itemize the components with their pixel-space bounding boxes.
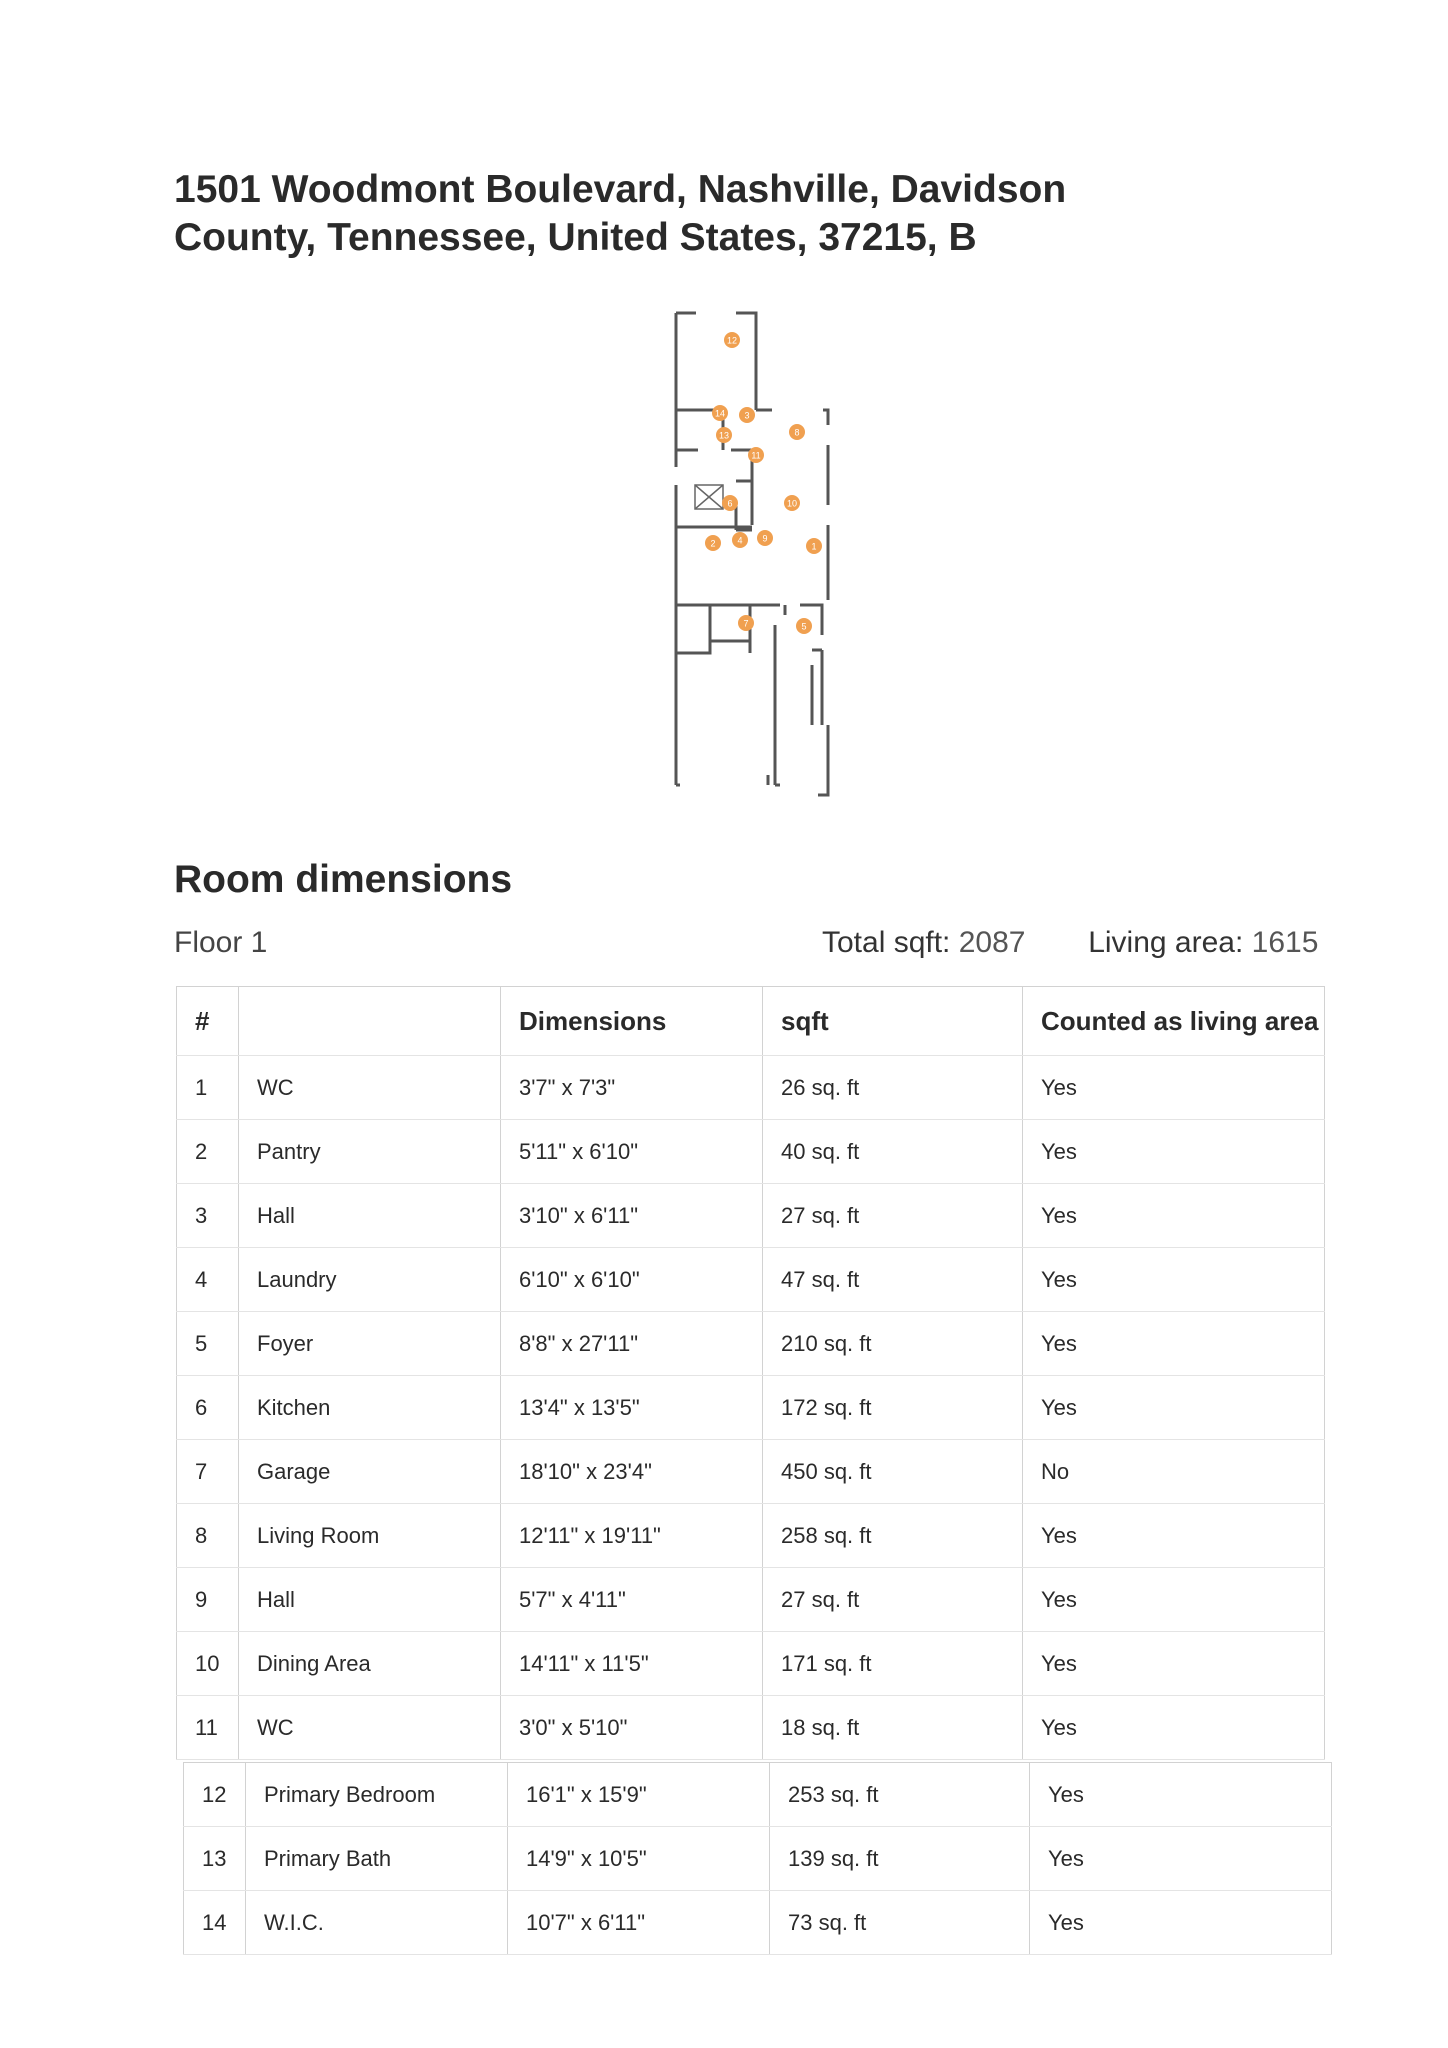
cell-num: 13 — [184, 1827, 246, 1891]
room-dimensions-table-continued — [183, 1762, 1332, 1955]
living-area-label: Living area: — [1088, 926, 1244, 959]
room-marker — [732, 532, 748, 548]
floor-label: Floor 1 — [174, 926, 268, 959]
cell-sqft: 450 sq. ft — [763, 1440, 1023, 1504]
cell-sqft: 210 sq. ft — [763, 1312, 1023, 1376]
page-title-line2: County, Tennessee, United States, 37215, B — [174, 216, 977, 259]
table-row — [177, 1248, 1325, 1312]
cell-name: Hall — [239, 1184, 501, 1248]
room-marker — [712, 405, 728, 421]
table-row — [177, 1696, 1325, 1760]
cell-sqft: 27 sq. ft — [763, 1568, 1023, 1632]
stairs-icon — [695, 485, 723, 509]
total-sqft-value: 2087 — [958, 926, 1026, 959]
total-sqft-label: Total sqft: — [822, 926, 951, 959]
floor-totals — [822, 926, 1318, 960]
cell-living: Yes — [1023, 1248, 1325, 1312]
table-row — [184, 1827, 1332, 1891]
room-marker-label: 7 — [743, 618, 749, 629]
header-name — [239, 987, 501, 1056]
cell-dimensions: 8'8" x 27'11" — [501, 1312, 763, 1376]
cell-living: Yes — [1023, 1504, 1325, 1568]
room-marker — [724, 332, 740, 348]
cell-sqft: 258 sq. ft — [763, 1504, 1023, 1568]
cell-sqft: 18 sq. ft — [763, 1696, 1023, 1760]
cell-living: Yes — [1023, 1568, 1325, 1632]
cell-num: 5 — [177, 1312, 239, 1376]
room-marker — [716, 427, 732, 443]
cell-dimensions: 13'4" x 13'5" — [501, 1376, 763, 1440]
cell-num: 1 — [177, 1056, 239, 1120]
cell-sqft: 40 sq. ft — [763, 1120, 1023, 1184]
cell-dimensions: 6'10" x 6'10" — [501, 1248, 763, 1312]
cell-dimensions: 3'0" x 5'10" — [501, 1696, 763, 1760]
table-row — [177, 1184, 1325, 1248]
cell-num: 12 — [184, 1763, 246, 1827]
room-marker-label: 5 — [801, 621, 807, 632]
cell-dimensions: 12'11" x 19'11" — [501, 1504, 763, 1568]
cell-sqft: 27 sq. ft — [763, 1184, 1023, 1248]
cell-num: 9 — [177, 1568, 239, 1632]
living-area-value: 1615 — [1251, 926, 1319, 959]
cell-dimensions: 3'7" x 7'3" — [501, 1056, 763, 1120]
room-marker-label: 10 — [786, 498, 798, 509]
floor-plan-markers — [705, 332, 822, 634]
page-title-line1: 1501 Woodmont Boulevard, Nashville, Davidson — [174, 168, 1067, 211]
cell-name: Kitchen — [239, 1376, 501, 1440]
table-header-row — [177, 987, 1325, 1056]
floor-plan — [640, 305, 860, 810]
room-marker-label: 1 — [811, 541, 817, 552]
room-marker-label: 14 — [714, 408, 726, 419]
header-num: # — [177, 987, 239, 1056]
room-marker — [722, 495, 738, 511]
cell-num: 11 — [177, 1696, 239, 1760]
room-marker — [748, 447, 764, 463]
room-marker — [738, 615, 754, 631]
cell-living: Yes — [1023, 1056, 1325, 1120]
room-dimensions-table — [176, 986, 1325, 1760]
room-marker-label: 8 — [794, 427, 800, 438]
cell-num: 2 — [177, 1120, 239, 1184]
cell-sqft: 47 sq. ft — [763, 1248, 1023, 1312]
table-row — [177, 1504, 1325, 1568]
header-dimensions: Dimensions — [501, 987, 763, 1056]
table-row — [177, 1312, 1325, 1376]
cell-name: WC — [239, 1696, 501, 1760]
floor-plan-drawing — [640, 305, 860, 805]
cell-dimensions: 14'11" x 11'5" — [501, 1632, 763, 1696]
cell-living: Yes — [1023, 1376, 1325, 1440]
room-marker — [796, 618, 812, 634]
cell-name: Primary Bath — [246, 1827, 508, 1891]
cell-sqft: 139 sq. ft — [770, 1827, 1030, 1891]
cell-name: WC — [239, 1056, 501, 1120]
cell-dimensions: 5'11" x 6'10" — [501, 1120, 763, 1184]
table-row — [177, 1568, 1325, 1632]
table-row — [184, 1763, 1332, 1827]
cell-dimensions: 5'7" x 4'11" — [501, 1568, 763, 1632]
cell-living: Yes — [1023, 1312, 1325, 1376]
room-marker — [806, 538, 822, 554]
cell-num: 7 — [177, 1440, 239, 1504]
section-title: Room dimensions — [174, 858, 513, 901]
room-marker-label: 2 — [710, 538, 716, 549]
floor-plan-walls — [676, 313, 828, 795]
room-marker-label: 12 — [726, 335, 738, 346]
cell-name: Hall — [239, 1568, 501, 1632]
room-marker-label: 11 — [751, 450, 761, 461]
room-marker — [784, 495, 800, 511]
cell-living: Yes — [1023, 1696, 1325, 1760]
page-title — [174, 166, 1074, 262]
header-sqft: sqft — [763, 987, 1023, 1056]
cell-num: 4 — [177, 1248, 239, 1312]
room-marker-label: 4 — [737, 535, 743, 546]
room-marker — [789, 424, 805, 440]
cell-num: 3 — [177, 1184, 239, 1248]
cell-name: Garage — [239, 1440, 501, 1504]
room-marker-label: 13 — [718, 430, 730, 441]
room-marker — [705, 535, 721, 551]
cell-name: Pantry — [239, 1120, 501, 1184]
cell-dimensions: 10'7" x 6'11" — [508, 1891, 770, 1955]
cell-name: Dining Area — [239, 1632, 501, 1696]
cell-name: Foyer — [239, 1312, 501, 1376]
cell-living: Yes — [1030, 1891, 1332, 1955]
cell-sqft: 172 sq. ft — [763, 1376, 1023, 1440]
cell-dimensions: 18'10" x 23'4" — [501, 1440, 763, 1504]
cell-name: W.I.C. — [246, 1891, 508, 1955]
cell-sqft: 73 sq. ft — [770, 1891, 1030, 1955]
cell-living: Yes — [1030, 1763, 1332, 1827]
table-row — [184, 1891, 1332, 1955]
cell-num: 8 — [177, 1504, 239, 1568]
room-marker-label: 6 — [727, 498, 733, 509]
cell-num: 14 — [184, 1891, 246, 1955]
cell-dimensions: 16'1" x 15'9" — [508, 1763, 770, 1827]
header-living: Counted as living area — [1023, 987, 1325, 1056]
cell-living: No — [1023, 1440, 1325, 1504]
cell-num: 10 — [177, 1632, 239, 1696]
cell-living: Yes — [1023, 1632, 1325, 1696]
cell-dimensions: 14'9" x 10'5" — [508, 1827, 770, 1891]
cell-sqft: 253 sq. ft — [770, 1763, 1030, 1827]
cell-dimensions: 3'10" x 6'11" — [501, 1184, 763, 1248]
table-row — [177, 1376, 1325, 1440]
room-marker — [739, 407, 755, 423]
cell-sqft: 171 sq. ft — [763, 1632, 1023, 1696]
cell-living: Yes — [1023, 1184, 1325, 1248]
table-row — [177, 1440, 1325, 1504]
table-row — [177, 1632, 1325, 1696]
cell-name: Primary Bedroom — [246, 1763, 508, 1827]
cell-num: 6 — [177, 1376, 239, 1440]
cell-sqft: 26 sq. ft — [763, 1056, 1023, 1120]
table-row — [177, 1120, 1325, 1184]
cell-living: Yes — [1030, 1827, 1332, 1891]
room-marker-label: 9 — [762, 533, 768, 544]
cell-name: Living Room — [239, 1504, 501, 1568]
room-marker — [757, 530, 773, 546]
cell-name: Laundry — [239, 1248, 501, 1312]
cell-living: Yes — [1023, 1120, 1325, 1184]
room-marker-label: 3 — [744, 410, 750, 421]
table-row — [177, 1056, 1325, 1120]
